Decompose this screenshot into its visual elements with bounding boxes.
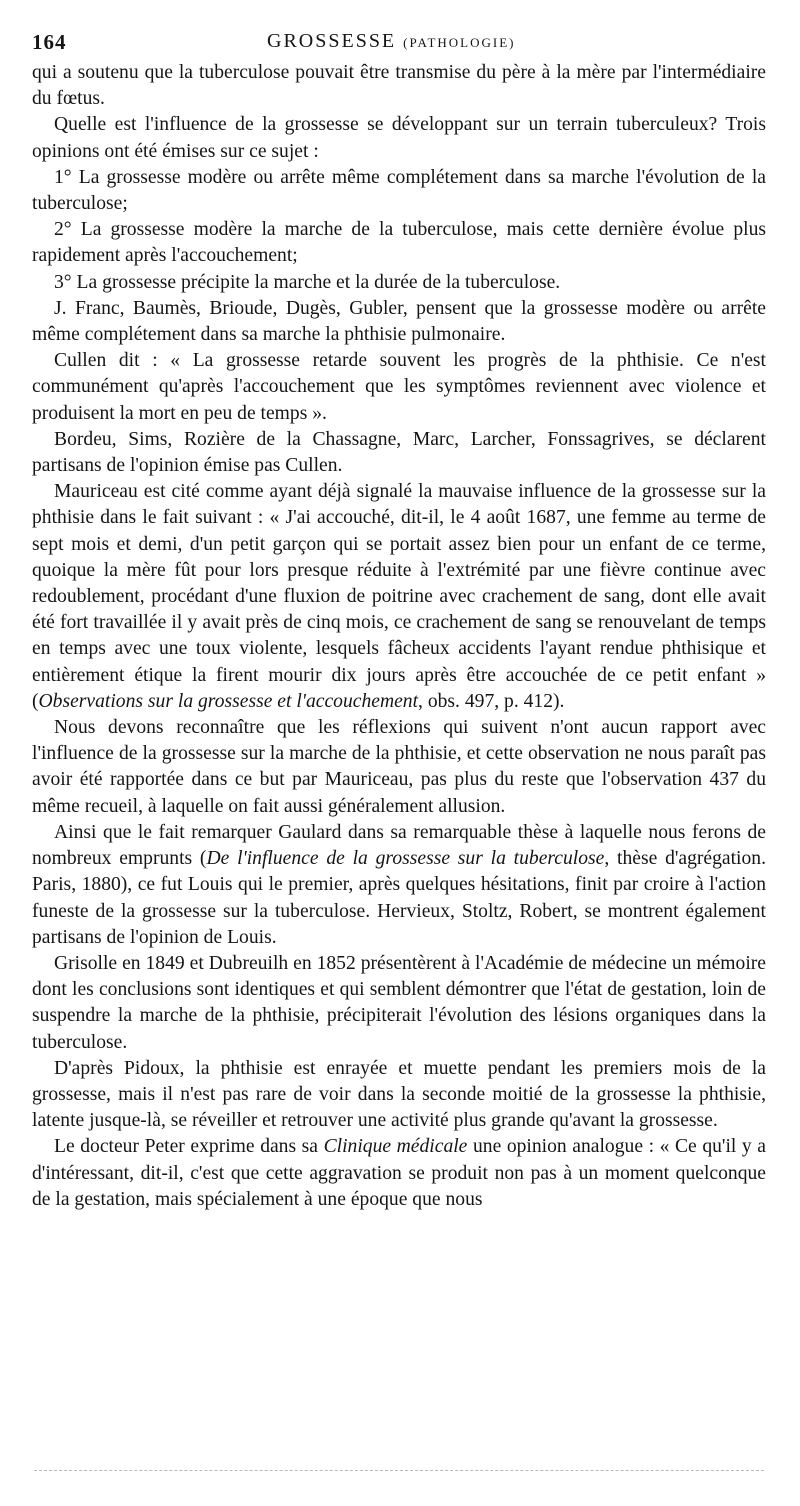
paragraph-5 xyxy=(32,270,766,296)
running-title xyxy=(267,30,516,53)
paragraph-tail: une opinion analogue : « Ce qu'il y a d'intéressant, dit-il, c'est que cette aggravation se produit non pas à un moment quelconque de la gestation, mais spécialement à une époque que nous xyxy=(32,1136,766,1210)
body-text xyxy=(32,60,766,1213)
paragraph-text: Cullen dit : « La grossesse retarde souvent les progrès de la phthisie. Ce n'est communément qu'après l'accouchement que les symptômes reviennent avec violence et produisent la mort en peu de temps ». xyxy=(32,350,766,424)
paragraph-text: 1° La grossesse modère ou arrête même complétement dans sa marche l'évolution de la tuberculose; xyxy=(32,166,766,215)
paragraph-text: Bordeu, Sims, Rozière de la Chassagne, Marc, Larcher, Fonssagrives, se déclarent partisans de l'opinion émise pas Cullen. xyxy=(32,428,766,477)
paragraph-14 xyxy=(32,1134,766,1213)
page xyxy=(32,26,766,1213)
paragraph-text: Nous devons reconnaître que les réflexions qui suivent n'ont aucun rapport avec l'influence de la grossesse sur la marche de la phthisie, et cette observation ne nous paraît pas avoir été rapportée dans ce but par Mauriceau, pas plus du reste que l'observation 437 du même recueil, à laquelle on fait aussi généralement allusion. xyxy=(32,717,766,817)
paragraph-text: 2° La grossesse modère la marche de la tuberculose, mais cette dernière évolue plus rapidement après l'accouchement; xyxy=(32,219,766,267)
page-number: 164 xyxy=(32,30,67,54)
running-title-main: GROSSESSE xyxy=(267,30,397,52)
paragraph-text: Mauriceau est cité comme ayant déjà signalé la mauvaise influence de la grossesse sur la phthisie dans le fait suivant : « J'ai accouché, dit-il, le 4 août 1687, une femme au terme de sept mois et demi, d'un petit garçon qui se portait assez bien pour un enfant de ce terme, quoique la mère fût pour lors presque réduite à l'extrémité par une fièvre continue avec redoublement, procédant d'une fluxion de poitrine avec crachement de sang, dont elle avait été fort travaillée il y avait près de cinq mois, ce crachement de sang se renouvelant de temps en temps avec une toux violente, lesquels fâcheux accidents l'ayant rendue phthisique et entièrement étique la firent mourir dix jours après être accouchée de ce petit enfant » ( xyxy=(32,481,766,712)
footer-rule xyxy=(34,1470,764,1471)
paragraph-11 xyxy=(32,820,766,951)
citation-title: De l'influence de la grossesse sur la tuberculose xyxy=(206,848,605,870)
paragraph-1 xyxy=(32,60,766,112)
paragraph-13 xyxy=(32,1056,766,1135)
paragraph-2 xyxy=(32,112,766,164)
paragraph-text: Quelle est l'influence de la grossesse se développant sur un terrain tuberculeux? Trois opinions ont été émises sur ce sujet : xyxy=(32,114,766,162)
paragraph-12 xyxy=(32,951,766,1056)
paragraph-text: Ainsi que le fait remarquer Gaulard dans sa remarquable thèse à laquelle nous ferons de nombreux emprunts ( xyxy=(32,821,766,870)
paragraph-tail: , obs. 497, p. 412). xyxy=(418,690,565,712)
paragraph-6 xyxy=(32,296,766,348)
paragraph-tail: , thèse d'agrégation. Paris, 1880), ce fut Louis qui le premier, après quelques hésitations, finit par croire à l'action funeste de la grossesse sur la tuberculose. Hervieux, Stoltz, Robert, se montrent également partisans de l'opinion de Louis. xyxy=(32,848,766,948)
paragraph-7 xyxy=(32,348,766,427)
paragraph-text: J. Franc, Baumès, Brioude, Dugès, Gubler, pensent que la grossesse modère ou arrête même complétement dans sa marche la phthisie pulmonaire. xyxy=(32,297,766,346)
paragraph-3 xyxy=(32,165,766,217)
paragraph-9 xyxy=(32,479,766,715)
paragraph-text: D'après Pidoux, la phthisie est enrayée et muette pendant les premiers mois de la grossesse, mais il n'est pas rare de voir dans la seconde moitié de la grossesse la phthisie, latente jusque-là, se réveiller et retrouver une activité plus grande qu'avant la grossesse. xyxy=(32,1057,766,1132)
paragraph-text: Le docteur Peter exprime dans sa xyxy=(54,1136,324,1158)
paragraph-4 xyxy=(32,217,766,269)
paragraph-text: 3° La grossesse précipite la marche et la durée de la tuberculose. xyxy=(54,271,561,293)
paragraph-8 xyxy=(32,427,766,479)
paragraph-10 xyxy=(32,715,766,820)
running-head xyxy=(32,26,766,60)
paragraph-text: qui a soutenu que la tuberculose pouvait être transmise du père à la mère par l'intermédiaire du fœtus. xyxy=(32,62,766,110)
citation-title: Observations sur la grossesse et l'accouchement xyxy=(38,690,419,712)
citation-title: Clinique médicale xyxy=(323,1136,468,1158)
paragraph-text: Grisolle en 1849 et Dubreuilh en 1852 présentèrent à l'Académie de médecine un mémoire dont les conclusions sont identiques et qui semblent démontrer que l'état de gestation, loin de suspendre la marche de la phthisie, précipiterait l'évolution des lésions organiques dans la tuberculose. xyxy=(32,952,766,1053)
running-title-sub: (PATHOLOGIE) xyxy=(403,35,516,50)
